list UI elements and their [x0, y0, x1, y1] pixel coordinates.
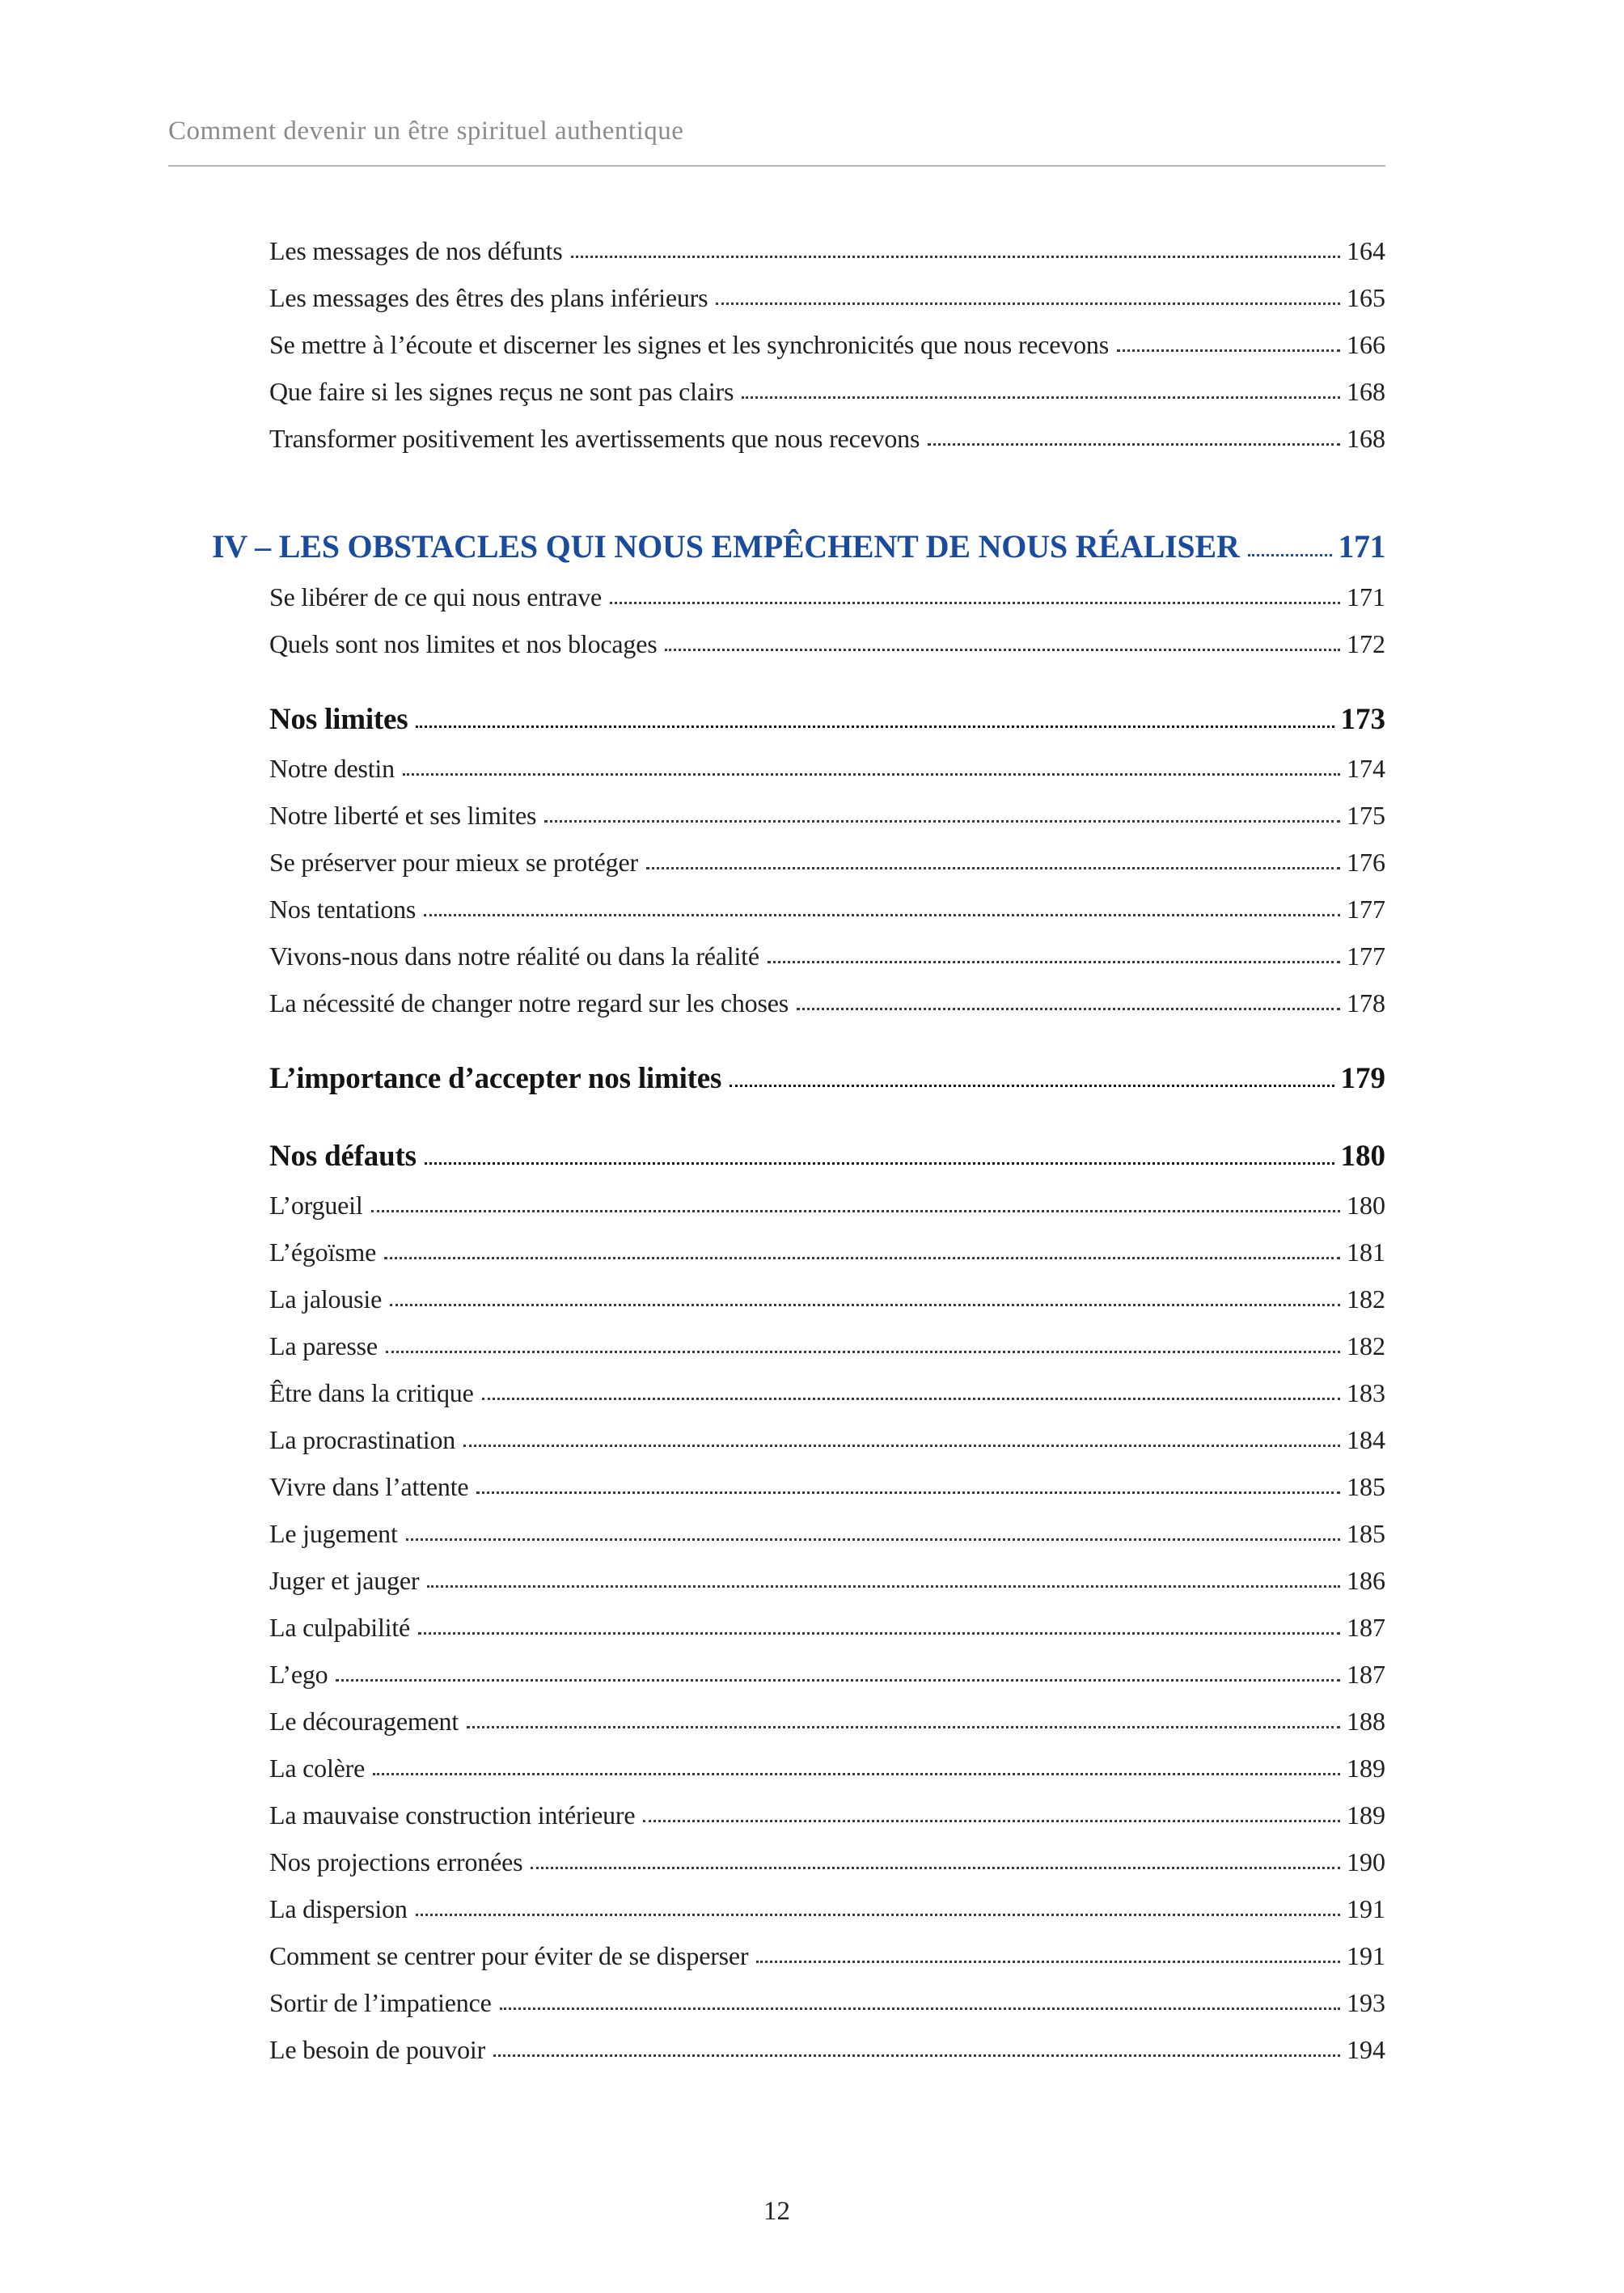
- toc-entry-label: L’importance d’accepter nos limites: [269, 1062, 722, 1095]
- toc-entry-page: 177: [1347, 941, 1385, 971]
- toc-entry[interactable]: [168, 927, 1385, 974]
- dot-leader: [531, 1867, 1340, 1869]
- toc-list: [168, 222, 1385, 2067]
- toc-entry-page: 173: [1340, 703, 1385, 736]
- dot-leader: [476, 1491, 1340, 1494]
- toc-entry-label: Nos limites: [269, 703, 408, 736]
- dot-leader: [643, 1820, 1340, 1822]
- toc-entry-label: Le jugement: [269, 1519, 398, 1548]
- toc-entry-label: Vivons-nous dans notre réalité ou dans la réalité: [269, 941, 759, 971]
- dot-leader: [416, 726, 1334, 728]
- toc-entry-page: 181: [1347, 1237, 1385, 1267]
- toc-entry[interactable]: [168, 269, 1385, 315]
- dot-leader: [716, 302, 1340, 305]
- toc-entry-page: 176: [1347, 848, 1385, 877]
- toc-entry-page: 165: [1347, 283, 1385, 312]
- toc-entry-label: Vivre dans l’attente: [269, 1472, 469, 1501]
- dot-leader: [928, 443, 1340, 446]
- toc-entry[interactable]: [168, 1504, 1385, 1551]
- toc-entry-label: Se mettre à l’écoute et discerner les signes et les synchronicités que nous recevons: [269, 330, 1109, 359]
- dot-leader: [610, 602, 1340, 604]
- toc-entry-page: 190: [1347, 1847, 1385, 1876]
- dot-leader: [646, 867, 1340, 869]
- toc-entry[interactable]: [168, 1129, 1385, 1176]
- dot-leader: [797, 1008, 1340, 1010]
- toc-entry-page: 185: [1347, 1472, 1385, 1501]
- toc-entry-label: La jalousie: [269, 1284, 383, 1314]
- toc-entry-label: Comment se centrer pour éviter de se disperser: [269, 1941, 749, 1970]
- dot-leader: [482, 1398, 1340, 1400]
- dot-leader: [416, 1914, 1340, 1916]
- toc-entry-label: L’ego: [269, 1660, 328, 1689]
- dot-leader: [756, 1961, 1340, 1963]
- toc-entry[interactable]: [168, 1927, 1385, 1974]
- toc-entry-page: 191: [1347, 1941, 1385, 1970]
- toc-entry[interactable]: [168, 1645, 1385, 1692]
- toc-entry[interactable]: [168, 1411, 1385, 1457]
- toc-entry-page: 168: [1347, 424, 1385, 453]
- toc-entry[interactable]: [168, 786, 1385, 833]
- dot-leader: [373, 1773, 1340, 1775]
- toc-entry-label: Notre destin: [269, 754, 395, 783]
- toc-entry-page: 168: [1347, 377, 1385, 406]
- toc-entry-page: 184: [1347, 1425, 1385, 1454]
- toc-entry[interactable]: [168, 1739, 1385, 1786]
- toc-entry-page: 179: [1340, 1062, 1385, 1095]
- toc-entry[interactable]: [168, 692, 1385, 739]
- toc-entry[interactable]: [168, 362, 1385, 409]
- toc-entry-page: 177: [1347, 895, 1385, 924]
- dot-leader: [544, 820, 1340, 823]
- toc-entry-label: Les messages des êtres des plans inférieurs: [269, 283, 708, 312]
- toc-entry-label: Le besoin de pouvoir: [269, 2035, 486, 2064]
- toc-entry-label: Nos projections erronées: [269, 1847, 523, 1876]
- page-number: 12: [763, 2197, 790, 2226]
- toc-entry[interactable]: [168, 568, 1385, 615]
- dot-leader: [1117, 349, 1340, 352]
- toc-entry-page: 171: [1338, 528, 1385, 565]
- toc-entry[interactable]: [168, 1364, 1385, 1411]
- dot-leader: [467, 1726, 1340, 1728]
- header-rule: [168, 165, 1385, 167]
- toc-entry[interactable]: [168, 222, 1385, 269]
- toc-entry-page: 180: [1340, 1140, 1385, 1173]
- toc-entry-page: 189: [1347, 1800, 1385, 1830]
- toc-entry-label: Se préserver pour mieux se protéger: [269, 848, 638, 877]
- toc-entry-label: La nécessité de changer notre regard sur les choses: [269, 988, 789, 1017]
- toc-entry[interactable]: [168, 1223, 1385, 1270]
- toc-entry-label: Nos tentations: [269, 895, 417, 924]
- dot-leader: [463, 1445, 1340, 1447]
- dot-leader: [336, 1679, 1340, 1682]
- toc-entry-label: L’égoïsme: [269, 1237, 377, 1267]
- toc-entry-label: La procrastination: [269, 1425, 456, 1454]
- toc-entry-label: Sortir de l’impatience: [269, 1988, 492, 2017]
- toc-entry[interactable]: [168, 615, 1385, 662]
- dot-leader: [424, 914, 1340, 916]
- dot-leader: [406, 1538, 1340, 1541]
- toc-entry[interactable]: [168, 1786, 1385, 1833]
- toc-entry-page: 166: [1347, 330, 1385, 359]
- dot-leader: [403, 773, 1340, 776]
- toc-entry-page: 182: [1347, 1284, 1385, 1314]
- toc-entry[interactable]: [168, 1551, 1385, 1598]
- toc-entry-label: L’orgueil: [269, 1191, 363, 1220]
- toc-entry[interactable]: [168, 1176, 1385, 1223]
- toc-entry-label: Transformer positivement les avertissements que nous recevons: [269, 424, 920, 453]
- dot-leader: [425, 1162, 1334, 1165]
- toc-entry-label: Notre liberté et ses limites: [269, 801, 537, 830]
- toc-entry-page: 164: [1347, 236, 1385, 265]
- dot-leader: [742, 396, 1340, 399]
- toc-entry[interactable]: [168, 880, 1385, 927]
- dot-leader: [500, 2007, 1340, 2010]
- toc-entry-label: Nos défauts: [269, 1140, 417, 1173]
- toc-entry-label: La colère: [269, 1754, 366, 1783]
- toc-entry-label: IV – LES OBSTACLES QUI NOUS EMPÊCHENT DE NOUS RÉALISER: [212, 528, 1240, 565]
- toc-entry-page: 185: [1347, 1519, 1385, 1548]
- toc-entry-label: La paresse: [269, 1331, 378, 1360]
- toc-entry-page: 183: [1347, 1378, 1385, 1407]
- toc-entry-page: 186: [1347, 1566, 1385, 1595]
- toc-entry-label: La dispersion: [269, 1894, 408, 1923]
- toc-entry[interactable]: [168, 1051, 1385, 1098]
- toc-entry-label: Quels sont nos limites et nos blocages: [269, 629, 658, 658]
- dot-leader: [1248, 554, 1332, 556]
- toc-entry-page: 193: [1347, 1988, 1385, 2017]
- dot-leader: [386, 1351, 1340, 1353]
- toc-entry[interactable]: [168, 1598, 1385, 1645]
- dot-leader: [730, 1085, 1334, 1087]
- toc-entry-page: 172: [1347, 629, 1385, 658]
- toc-entry-page: 191: [1347, 1894, 1385, 1923]
- toc-entry-page: 188: [1347, 1707, 1385, 1736]
- toc-entry-page: 194: [1347, 2035, 1385, 2064]
- running-header-title: Comment devenir un être spirituel authentique: [168, 116, 684, 146]
- toc-entry-label: Juger et jauger: [269, 1566, 420, 1595]
- dot-leader: [427, 1585, 1340, 1588]
- dot-leader: [768, 961, 1340, 963]
- toc-entry[interactable]: [168, 1833, 1385, 1880]
- toc-entry[interactable]: [168, 315, 1385, 362]
- dot-leader: [390, 1304, 1340, 1306]
- toc-entry[interactable]: [168, 739, 1385, 786]
- toc-entry-page: 187: [1347, 1660, 1385, 1689]
- toc-entry-label: La culpabilité: [269, 1613, 411, 1642]
- toc-entry[interactable]: [168, 1880, 1385, 1927]
- toc-entry-page: 180: [1347, 1191, 1385, 1220]
- toc-entry-label: Que faire si les signes reçus ne sont pas clairs: [269, 377, 734, 406]
- dot-leader: [371, 1210, 1340, 1212]
- page-content: [168, 0, 1385, 2227]
- dot-leader: [571, 256, 1340, 258]
- toc-entry-page: 171: [1347, 582, 1385, 611]
- toc-entry[interactable]: [168, 409, 1385, 456]
- dot-leader: [665, 649, 1340, 651]
- dot-leader: [493, 2054, 1340, 2057]
- dot-leader: [384, 1257, 1340, 1259]
- toc-entry-label: Se libérer de ce qui nous entrave: [269, 582, 603, 611]
- toc-entry-label: Le découragement: [269, 1707, 459, 1736]
- dot-leader: [418, 1632, 1340, 1635]
- toc-entry-page: 178: [1347, 988, 1385, 1017]
- toc-entry[interactable]: [168, 2020, 1385, 2067]
- toc-entry[interactable]: [168, 1317, 1385, 1364]
- toc-entry-page: 189: [1347, 1754, 1385, 1783]
- toc-entry-label: Être dans la critique: [269, 1378, 474, 1407]
- toc-entry-label: Les messages de nos défunts: [269, 236, 563, 265]
- toc-entry[interactable]: [168, 833, 1385, 880]
- toc-entry[interactable]: [168, 1457, 1385, 1504]
- toc-entry-page: 175: [1347, 801, 1385, 830]
- toc-entry[interactable]: [168, 974, 1385, 1021]
- toc-entry[interactable]: [168, 521, 1385, 568]
- toc-entry-page: 182: [1347, 1331, 1385, 1360]
- toc-entry[interactable]: [168, 1270, 1385, 1317]
- toc-entry[interactable]: [168, 1974, 1385, 2020]
- toc-entry-page: 187: [1347, 1613, 1385, 1642]
- toc-entry[interactable]: [168, 1692, 1385, 1739]
- toc-entry-page: 174: [1347, 754, 1385, 783]
- toc-entry-label: La mauvaise construction intérieure: [269, 1800, 636, 1830]
